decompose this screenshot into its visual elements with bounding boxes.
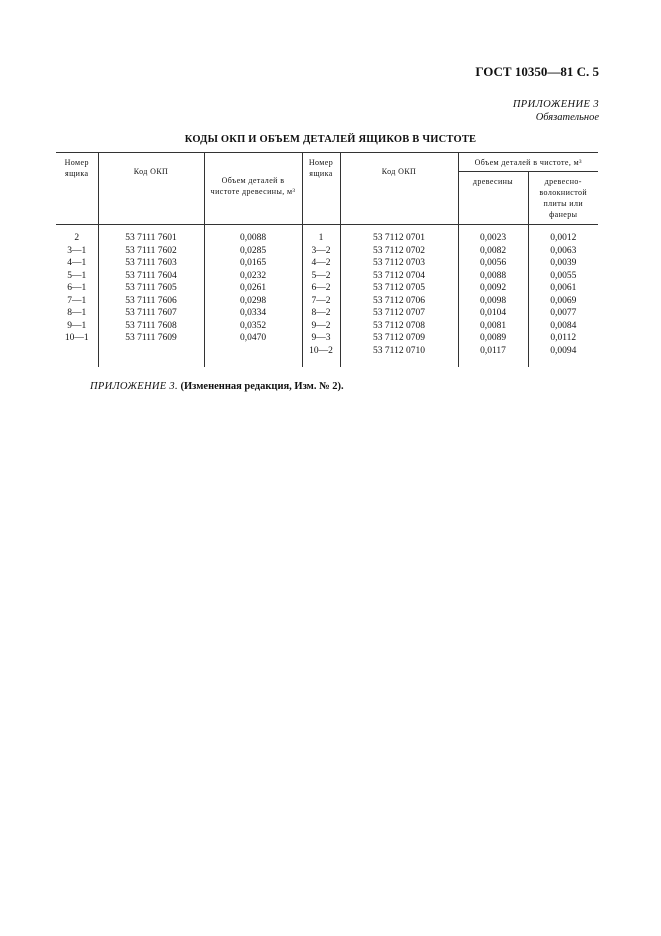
spacer-cell [98,225,204,233]
appendix-block [513,98,599,124]
cell-okp-code-2: 53 7112 0701 [340,232,458,245]
cell-wood: 0,0104 [458,307,528,320]
cell-volume-wood: 0,0285 [204,245,302,258]
cell-box-number-2: 4—2 [302,257,340,270]
cell-box-number-2: 1 [302,232,340,245]
cell-box-number: 9—1 [67,320,87,331]
cell-wood: 0,0117 [458,345,528,358]
cell-fiberboard: 0,0084 [528,320,598,333]
cell-okp-code-2: 53 7112 0704 [340,270,458,283]
cell-fiberboard: 0,0063 [528,245,598,258]
cell-box-number: 5—1 [67,270,87,281]
spacer-cell [458,357,528,367]
cell-okp-code: 53 7111 7605 [98,282,204,295]
spacer-cell [302,357,340,367]
table-row [56,332,598,345]
cell-okp-code: 53 7111 7609 [98,332,204,345]
cell-fiberboard: 0,0039 [528,257,598,270]
spacer-cell [528,357,598,367]
cell-box-number-2: 6—2 [302,282,340,295]
note-amendment: (Измененная редакция, Изм. № 2). [180,381,344,392]
spacer-cell [204,357,302,367]
appendix-status: Обязательное [535,112,599,123]
cell-box-number: 8—1 [67,308,87,319]
cell-box-number: 6—1 [67,283,87,294]
cell-wood: 0,0092 [458,282,528,295]
cell-okp-code: 53 7111 7608 [98,320,204,333]
cell-volume-wood: 0,0352 [204,320,302,333]
cell-volume-wood [204,345,302,358]
cell-okp-code [98,345,204,358]
cell-box-number-2: 7—2 [302,295,340,308]
appendix-label: ПРИЛОЖЕНИЕ 3 [512,99,599,110]
cell-wood: 0,0098 [458,295,528,308]
table-row [56,295,598,308]
cell-box-number-2: 9—2 [302,320,340,333]
spacer-cell [528,225,598,233]
cell-okp-code-2: 53 7112 0702 [340,245,458,258]
cell-okp-code-2: 53 7112 0705 [340,282,458,295]
page-header: ГОСТ 10350—81 С. 5 [475,64,599,79]
okp-codes-table [56,152,598,367]
cell-okp-code-2: 53 7112 0707 [340,307,458,320]
cell-okp-code-2: 53 7112 0703 [340,257,458,270]
table-row [56,320,598,333]
cell-okp-code: 53 7111 7607 [98,307,204,320]
header-wood: древесины [458,172,528,225]
table-spacer-row [56,225,598,233]
table-row [56,270,598,283]
cell-okp-code: 53 7111 7601 [98,232,204,245]
cell-box-number: 7—1 [67,295,87,306]
table-title: КОДЫ ОКП И ОБЪЕМ ДЕТАЛЕЙ ЯЩИКОВ В ЧИСТОТЕ [184,134,477,145]
spacer-cell [302,225,340,233]
cell-fiberboard: 0,0061 [528,282,598,295]
table-row [56,345,598,358]
cell-box-number-2: 10—2 [302,345,340,358]
cell-volume-wood: 0,0470 [204,332,302,345]
header-box-number-2: Номер ящика [302,153,340,225]
cell-box-number-2: 9—3 [302,332,340,345]
spacer-cell [340,357,458,367]
cell-okp-code-2: 53 7112 0708 [340,320,458,333]
cell-fiberboard: 0,0094 [528,345,598,358]
cell-okp-code: 53 7111 7602 [98,245,204,258]
cell-box-number: 3—1 [67,245,87,256]
table-row [56,282,598,295]
cell-volume-wood: 0,0088 [204,232,302,245]
header-fiberboard: древесно-волокнистой плиты или фанеры [528,172,598,225]
cell-okp-code-2: 53 7112 0709 [340,332,458,345]
header-okp-code-2: Код ОКП [340,153,458,225]
cell-box-number-2: 3—2 [302,245,340,258]
cell-box-number-2: 8—2 [302,307,340,320]
cell-wood: 0,0081 [458,320,528,333]
cell-volume-wood: 0,0165 [204,257,302,270]
spacer-cell [340,225,458,233]
cell-fiberboard: 0,0077 [528,307,598,320]
cell-volume-wood: 0,0261 [204,282,302,295]
cell-wood: 0,0056 [458,257,528,270]
spacer-cell [458,225,528,233]
cell-box-number: 4—1 [67,258,87,269]
cell-fiberboard: 0,0055 [528,270,598,283]
spacer-cell [56,357,98,367]
cell-box-number: 10—1 [64,333,89,344]
cell-wood: 0,0088 [458,270,528,283]
table-row [56,245,598,258]
cell-fiberboard: 0,0112 [528,332,598,345]
header-volume-wood: Объем деталей в чистоте древесины, м³ [204,153,302,225]
header-box-number: Номер ящика [56,153,98,225]
cell-box-number [56,345,98,358]
cell-okp-code: 53 7111 7603 [98,257,204,270]
header-volume-group: Объем деталей в чистоте, м³ [458,153,598,172]
cell-okp-code-2: 53 7112 0710 [340,345,458,358]
cell-fiberboard: 0,0012 [528,232,598,245]
table-bottom-row [56,357,598,367]
note-appendix-ref: ПРИЛОЖЕНИЕ 3. [90,381,178,392]
cell-wood: 0,0082 [458,245,528,258]
amendment-note [90,381,344,392]
table-row [56,257,598,270]
table-row [56,232,598,245]
table-body [56,225,598,368]
cell-okp-code: 53 7111 7606 [98,295,204,308]
cell-wood: 0,0023 [458,232,528,245]
cell-wood: 0,0089 [458,332,528,345]
cell-volume-wood: 0,0298 [204,295,302,308]
cell-box-number-2: 5—2 [302,270,340,283]
spacer-cell [204,225,302,233]
header-okp-code: Код ОКП [98,153,204,225]
spacer-cell [56,225,98,233]
cell-volume-wood: 0,0334 [204,307,302,320]
cell-okp-code: 53 7111 7604 [98,270,204,283]
cell-fiberboard: 0,0069 [528,295,598,308]
cell-volume-wood: 0,0232 [204,270,302,283]
cell-okp-code-2: 53 7112 0706 [340,295,458,308]
cell-box-number: 2 [74,233,80,244]
table-row [56,307,598,320]
spacer-cell [98,357,204,367]
